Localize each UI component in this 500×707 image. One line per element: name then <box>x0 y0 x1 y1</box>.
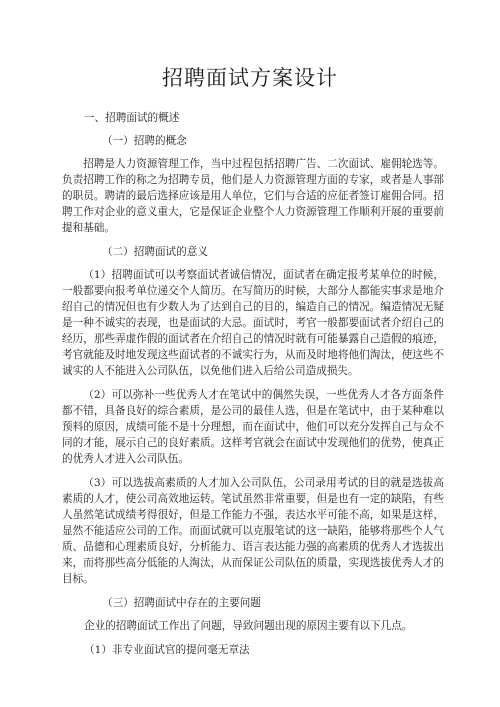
subsection-heading-significance: （二）招聘面试的意义 <box>102 246 208 258</box>
section-heading-overview: 一、招聘面试的概述 <box>84 112 180 124</box>
paragraph-significance-2: （2）可以弥补一些优秀人才在笔试中的偶然失误，一些优秀人才各方面条件都不错，具备良好的综合素质，是公司的最佳人选，但是在笔试中，由于某种难以预料的原因，成绩可能不是十分理想，而在面试中，他们可以充分发挥自己与众不同的才能，展示自己的良好素质。这样考官就会在面试中发现他们的优势，使真正的优秀人才进入公司队伍。 <box>62 389 444 465</box>
paragraph-significance-3: （3）可以选拔高素质的人才加入公司队伍，公司录用考试的目的就是选拔高素质的人才，使公司高效地运转。笔试虽然非常重要，但是也有一定的缺陷，有些人虽然笔试成绩考得很好，但是工作能力不强，表达水平可能不高，如果是这样，显然不能适应公司的工作。而面试就可以克服笔试的这一缺陷，能够将那些个人气质、品德和心理素质良好，分析能力、语言表达能力强的高素质的优秀人才选拔出来，而将那些高分低能的人淘汰，从而保证公司队伍的质量，实现选拔优秀人才的目标。 <box>62 477 444 585</box>
list-item-problem-1: （1）非专业面试官的提问毫无章法 <box>84 644 250 656</box>
document-body <box>62 110 444 666</box>
document-title: 招聘面试方案设计 <box>162 66 338 90</box>
paragraph-significance-1: （1）招聘面试可以考察面试者诚信情况，面试者在确定报考某单位的时候，一般都要向报考单位递交个人简历。在写简历的时候，大部分人都能实事求是地介绍自己的情况但也有少数人为了达到自己的目的，编造自己的情况。编造情况无疑是一种不诚实的表现，也是面试的大忌。面试时，考官一般都要面试者介绍自己的经历，那些弄虚作假的面试者在介绍自己的情况时就有可能暴露自己造假的痕迹，考官就能及时地发现这些面试者的不诚实行为，从而及时地将他们淘汰，使这些不诚实的人不能进入公司队伍，以免他们进入后给公司造成损失。 <box>62 269 444 377</box>
subsection-heading-concept: （一）招聘的概念 <box>102 135 187 147</box>
subsection-heading-problems: （三）招聘面试中存在的主要问题 <box>102 597 261 609</box>
paragraph-recruitment-concept: 招聘是人力资源管理工作，当中过程包括招聘广告、二次面试、雇佣轮选等。负责招聘工作的称之为招聘专员，他们是人力资源管理方面的专家，或者是人事部的职员。聘请的最后选择应该是用人单位，它们与合适的应征者签订雇佣合同。招聘工作对企业的意义重大，它是保证企业整个人力资源管理工作顺利开展的重要前提和基础。 <box>62 158 444 234</box>
paragraph-problems-intro: 企业的招聘面试工作出了问题，导致问题出现的原因主要有以下几点。 <box>84 620 413 632</box>
